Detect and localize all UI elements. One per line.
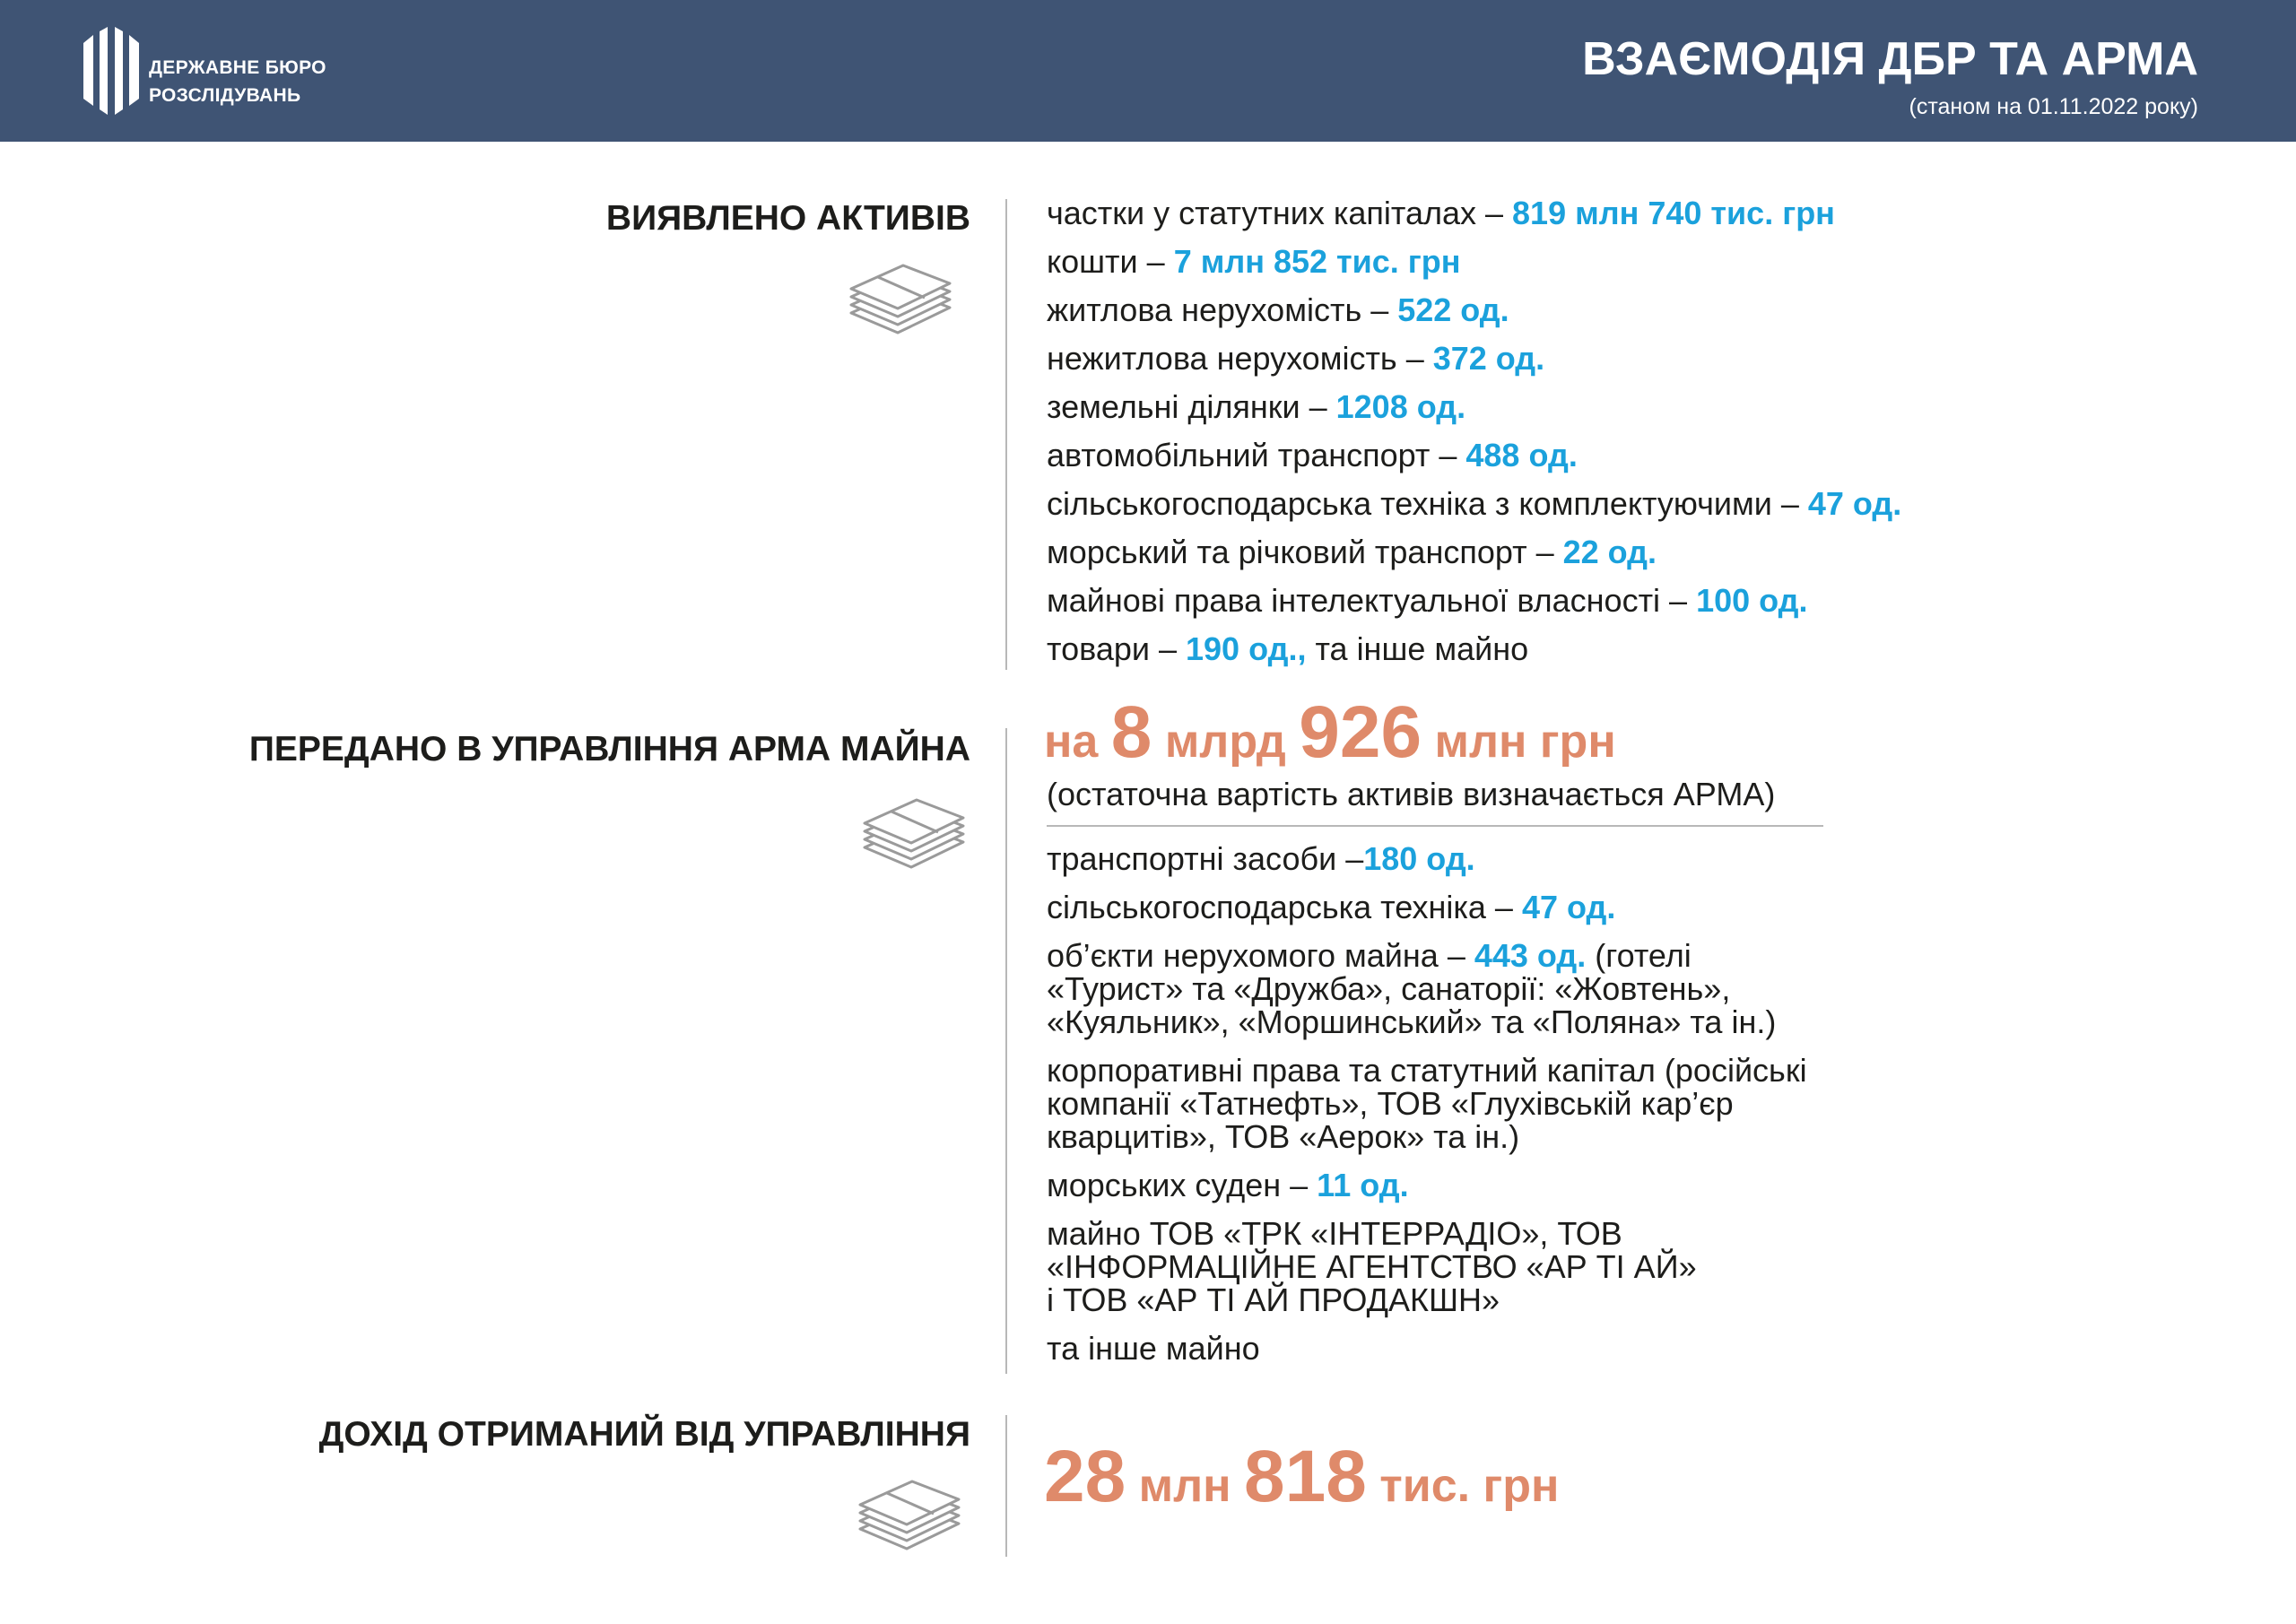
item-text: «ІНФОРМАЦІЙНЕ АГЕНТСТВО «АР ТІ АЙ» bbox=[1047, 1248, 1697, 1285]
section-divider bbox=[1005, 199, 1007, 670]
money-stack-icon bbox=[861, 796, 967, 887]
list-item-line bbox=[1047, 1250, 1807, 1283]
item-text: сільськогосподарська техніка з комплектуючими – bbox=[1047, 485, 1808, 522]
dbr-logo-icon bbox=[83, 27, 139, 115]
item-text: морських суден – bbox=[1047, 1167, 1318, 1203]
list-item bbox=[1047, 939, 1807, 1038]
list-item bbox=[1047, 480, 1901, 528]
transferred-assets-list bbox=[1047, 842, 1807, 1380]
income-th-unit: тис. грн bbox=[1366, 1460, 1560, 1512]
money-stack-icon bbox=[848, 262, 953, 352]
list-item-line bbox=[1047, 1054, 1807, 1087]
list-item-line bbox=[1047, 1283, 1807, 1316]
list-item bbox=[1047, 1054, 1807, 1153]
list-item-line bbox=[1047, 1332, 1807, 1365]
item-value: 1208 од. bbox=[1335, 388, 1466, 425]
item-text: житлова нерухомість – bbox=[1047, 291, 1398, 328]
list-item bbox=[1047, 383, 1901, 431]
item-text: кошти – bbox=[1047, 243, 1174, 280]
list-item-line bbox=[1047, 890, 1807, 924]
item-text: та інше майно bbox=[1047, 1330, 1260, 1367]
list-item bbox=[1047, 189, 1901, 238]
header-bar bbox=[0, 0, 2296, 142]
list-item-line bbox=[1047, 1005, 1807, 1038]
income-total bbox=[1044, 1435, 1559, 1519]
list-item-line bbox=[1047, 1087, 1807, 1120]
item-suffix: та інше майно bbox=[1306, 630, 1529, 667]
item-text: товари – bbox=[1047, 630, 1187, 667]
item-value: 11 од. bbox=[1317, 1167, 1409, 1203]
org-name-line2: РОЗСЛІДУВАНЬ bbox=[149, 85, 301, 106]
item-text: корпоративні права та статутний капітал (російські bbox=[1047, 1052, 1807, 1089]
item-text: кварцитів», ТОВ «Аерок» та ін.) bbox=[1047, 1118, 1520, 1155]
page-title: ВЗАЄМОДІЯ ДБР ТА АРМА bbox=[1582, 33, 2198, 85]
list-item bbox=[1047, 334, 1901, 383]
total-prefix: на bbox=[1044, 716, 1111, 768]
note-underline bbox=[1047, 825, 1823, 827]
list-item-line bbox=[1047, 1168, 1807, 1202]
item-text: «Турист» та «Дружба», санаторії: «Жовтень», bbox=[1047, 970, 1731, 1007]
item-value: 180 од. bbox=[1363, 840, 1475, 877]
org-name bbox=[149, 54, 326, 109]
income-mn: 28 bbox=[1044, 1436, 1126, 1517]
item-text: і ТОВ «АР ТІ АЙ ПРОДАКШН» bbox=[1047, 1281, 1500, 1318]
list-item bbox=[1047, 431, 1901, 480]
item-text: морський та річковий транспорт – bbox=[1047, 534, 1563, 570]
item-value: 488 од. bbox=[1465, 437, 1578, 473]
item-text: частки у статутних капіталах – bbox=[1047, 195, 1513, 231]
section-divider bbox=[1005, 1415, 1007, 1557]
item-text: автомобільний транспорт – bbox=[1047, 437, 1466, 473]
item-value: 47 од. bbox=[1521, 889, 1616, 925]
income-th: 818 bbox=[1244, 1436, 1367, 1517]
money-stack-icon bbox=[857, 1478, 962, 1568]
income-mn-unit: млн bbox=[1126, 1460, 1245, 1512]
list-item bbox=[1047, 1332, 1807, 1365]
list-item bbox=[1047, 577, 1901, 625]
item-text: об’єкти нерухомого майна – bbox=[1047, 937, 1474, 974]
item-value: 7 млн 852 тис. грн bbox=[1173, 243, 1461, 280]
list-item bbox=[1047, 238, 1901, 286]
item-text: транспортні засоби – bbox=[1047, 840, 1364, 877]
item-value: 443 од. bbox=[1474, 937, 1587, 974]
list-item bbox=[1047, 625, 1901, 673]
item-value: 372 од. bbox=[1432, 340, 1545, 377]
item-value: 522 од. bbox=[1397, 291, 1509, 328]
total-bn: 8 bbox=[1110, 691, 1152, 773]
item-text: майнові права інтелектуальної власності – bbox=[1047, 582, 1697, 619]
total-mn: 926 bbox=[1299, 691, 1422, 773]
item-value: 22 од. bbox=[1562, 534, 1657, 570]
total-bn-unit: млрд bbox=[1152, 716, 1300, 768]
item-value: 47 од. bbox=[1807, 485, 1902, 522]
list-item-line bbox=[1047, 1217, 1807, 1250]
list-item bbox=[1047, 1217, 1807, 1316]
item-suffix: (готелі bbox=[1586, 937, 1692, 974]
section-found-label: ВИЯВЛЕНО АКТИВІВ bbox=[605, 199, 970, 238]
list-item-line bbox=[1047, 1120, 1807, 1153]
list-item bbox=[1047, 890, 1807, 924]
item-text: компанії «Татнефть», ТОВ «Глухівській кар’єр bbox=[1047, 1085, 1734, 1122]
item-value: 100 од. bbox=[1696, 582, 1808, 619]
item-text: «Куяльник», «Моршинський» та «Поляна» та ін.) bbox=[1047, 1003, 1777, 1040]
list-item-line bbox=[1047, 972, 1807, 1005]
list-item bbox=[1047, 1168, 1807, 1202]
item-value: 190 од., bbox=[1186, 630, 1307, 667]
list-item bbox=[1047, 528, 1901, 577]
item-text: майно ТОВ «ТРК «ІНТЕРРАДІО», ТОВ bbox=[1047, 1215, 1622, 1252]
found-assets-list bbox=[1047, 189, 1901, 673]
transferred-total bbox=[1044, 690, 1616, 775]
org-name-line1: ДЕРЖАВНЕ БЮРО bbox=[149, 57, 326, 78]
item-value: 819 млн 740 тис. грн bbox=[1512, 195, 1835, 231]
section-transferred-label: ПЕРЕДАНО В УПРАВЛІННЯ АРМА МАЙНА bbox=[248, 730, 970, 769]
page-subtitle: (станом на 01.11.2022 року) bbox=[1909, 94, 2198, 119]
list-item bbox=[1047, 842, 1807, 875]
list-item bbox=[1047, 286, 1901, 334]
list-item-line bbox=[1047, 939, 1807, 972]
item-text: нежитлова нерухомість – bbox=[1047, 340, 1433, 377]
section-income-label: ДОХІД ОТРИМАНИЙ ВІД УПРАВЛІННЯ bbox=[318, 1415, 970, 1454]
section-divider bbox=[1005, 728, 1007, 1374]
item-text: сільськогосподарська техніка – bbox=[1047, 889, 1522, 925]
total-mn-unit: млн грн bbox=[1422, 716, 1616, 768]
valuation-note: (остаточна вартість активів визначається АРМА) bbox=[1047, 776, 1776, 812]
list-item-line bbox=[1047, 842, 1807, 875]
item-text: земельні ділянки – bbox=[1047, 388, 1336, 425]
